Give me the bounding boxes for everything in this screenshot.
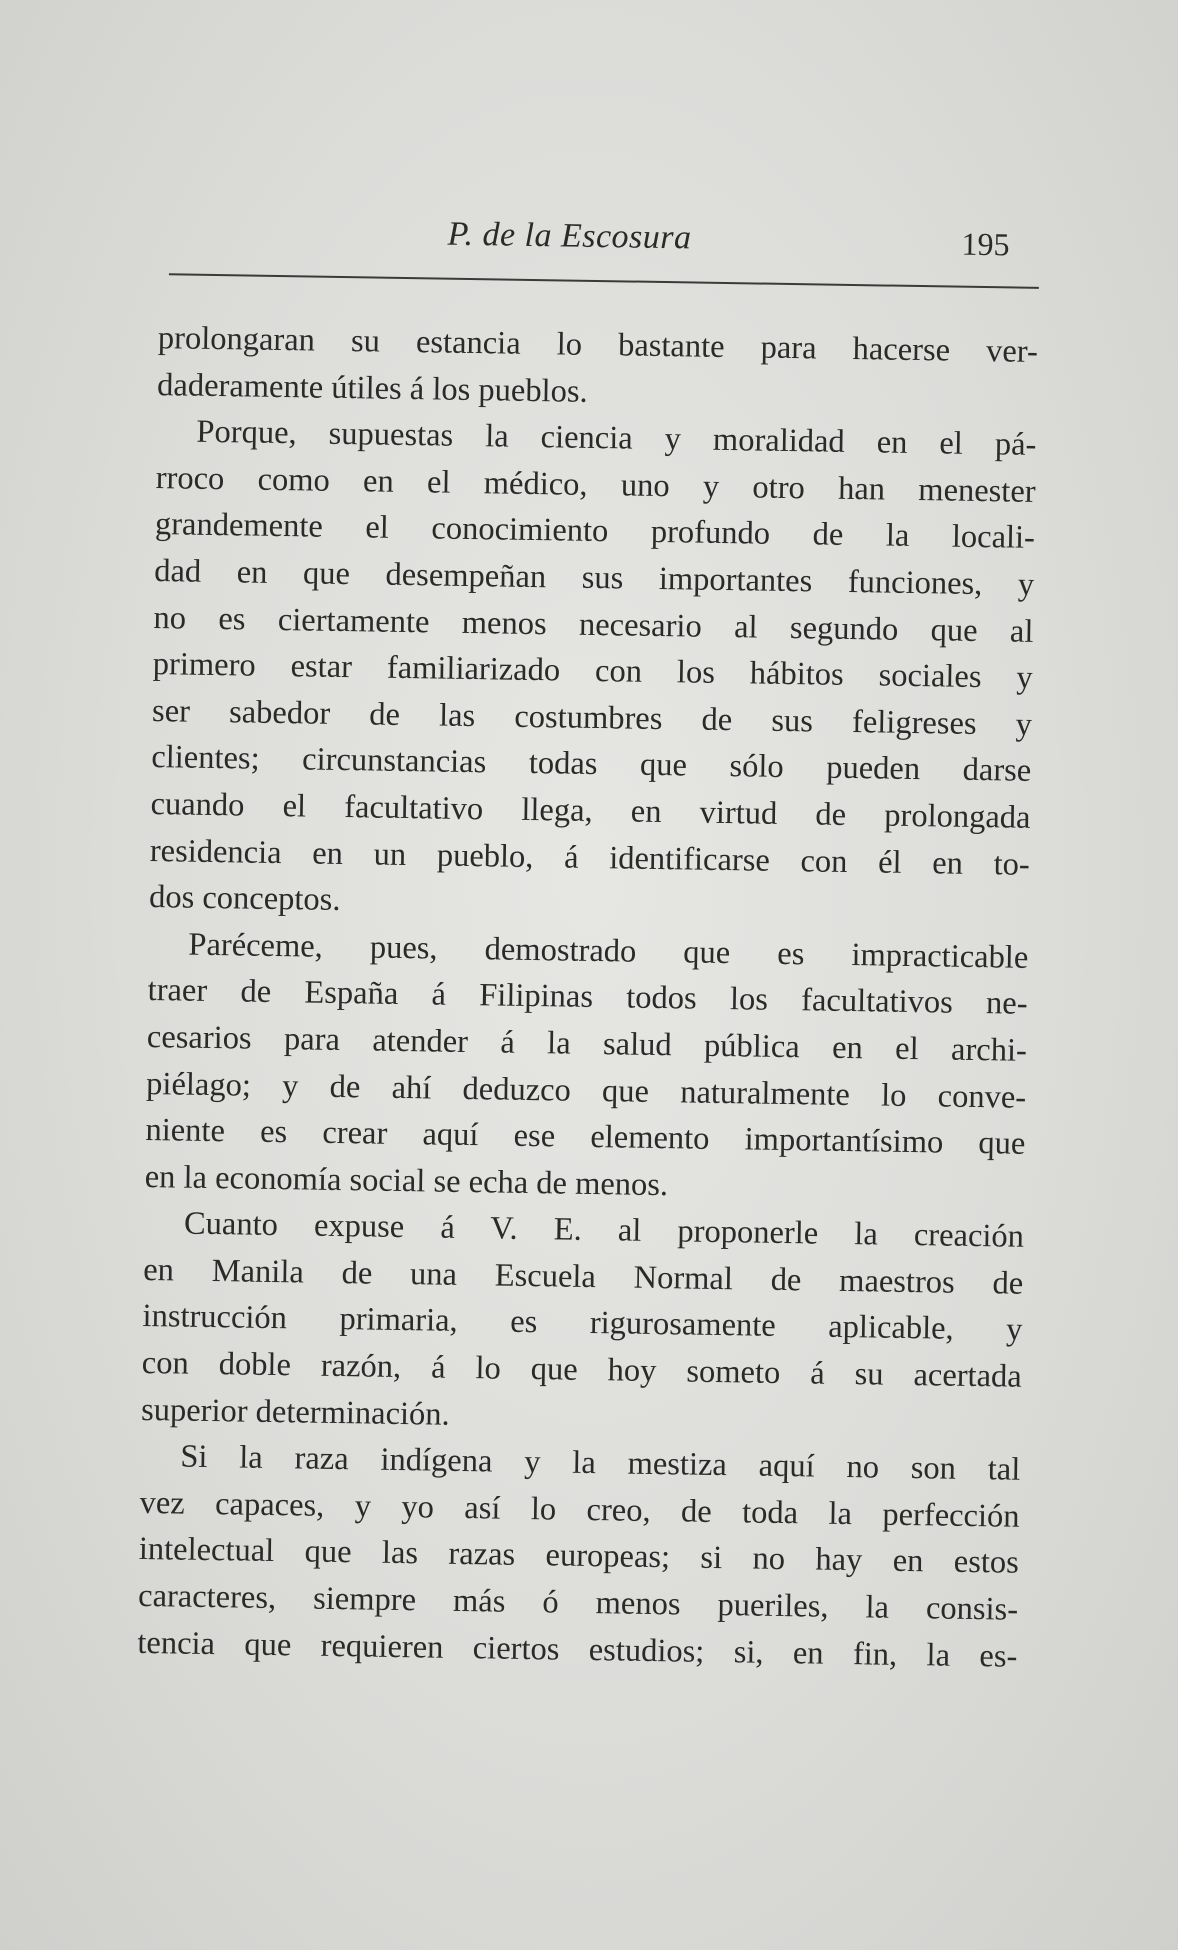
page-header	[159, 203, 1040, 277]
text-line: intelectual que las razas europeas; si no hay en estos	[138, 1531, 1020, 1582]
text-line: ser sabedor de las costumbres de sus feligreses y	[151, 692, 1033, 743]
text-line: superior determinación.	[140, 1391, 450, 1433]
text-block	[136, 203, 1040, 1777]
text-line: en Manila de una Escuela Normal de maestros de	[143, 1251, 1024, 1302]
text-line: traer de España á Filipinas todos los facultativos ne-	[147, 972, 1028, 1023]
text-line: daderamente útiles á los pueblos.	[156, 366, 588, 410]
text-line: Si la raza indígena y la mestiza aquí no son tal	[180, 1438, 1021, 1489]
text-line: rroco como en el médico, uno y otro han menester	[155, 459, 1036, 510]
text-line: cuando el facultativo llega, en virtud de prolongada	[150, 785, 1031, 836]
running-head: P. de la Escosura	[447, 215, 692, 257]
text-line: en la economía social se echa de menos.	[144, 1158, 669, 1203]
text-line: tencia que requieren ciertos estudios; si, en fin, la es-	[137, 1624, 1018, 1675]
text-line: caracteres, siempre más ó menos pueriles, la consis-	[137, 1577, 1019, 1628]
text-line: Paréceme, pues, demostrado que es impracticable	[188, 926, 1029, 976]
text-line: niente es crear aquí ese elemento importantísimo que	[145, 1112, 1026, 1162]
page-number: 195	[961, 225, 1010, 263]
text-line: vez capaces, y yo así lo creo, de toda la perfección	[139, 1484, 1020, 1535]
text-line: no es ciertamente menos necesario al segundo que al	[153, 599, 1034, 650]
text-line: primero estar familiarizado con los hábitos sociales y	[152, 646, 1033, 697]
text-line: Porque, supuestas la ciencia y moralidad en el pá-	[196, 413, 1037, 464]
text-line: residencia en un pueblo, á identificarse con él en to-	[149, 832, 1031, 883]
text-line: dad en que desempeñan sus importantes funciones, y	[153, 553, 1035, 603]
text-line: piélago; y de ahí deduzco que naturalmente lo conve-	[145, 1065, 1027, 1116]
text-line: grandemente el conocimiento profundo de la locali-	[154, 506, 1036, 557]
text-line: instrucción primaria, es rigurosamente aplicable, y	[142, 1298, 1023, 1349]
text-line: con doble razón, á lo que hoy someto á su acertada	[141, 1345, 1023, 1395]
text-line: cesarios para atender á la salud pública en el archi-	[146, 1018, 1028, 1069]
text-line: prolongaran su estancia lo bastante para hacerse ver-	[157, 320, 1039, 370]
header-rule	[169, 273, 1039, 289]
text-line: dos conceptos.	[148, 879, 341, 919]
body-text	[137, 315, 1038, 1680]
text-line: Cuanto expuse á V. E. al proponerle la creación	[183, 1205, 1025, 1256]
text-line: clientes; circunstancias todas que sólo pueden darse	[151, 739, 1032, 790]
